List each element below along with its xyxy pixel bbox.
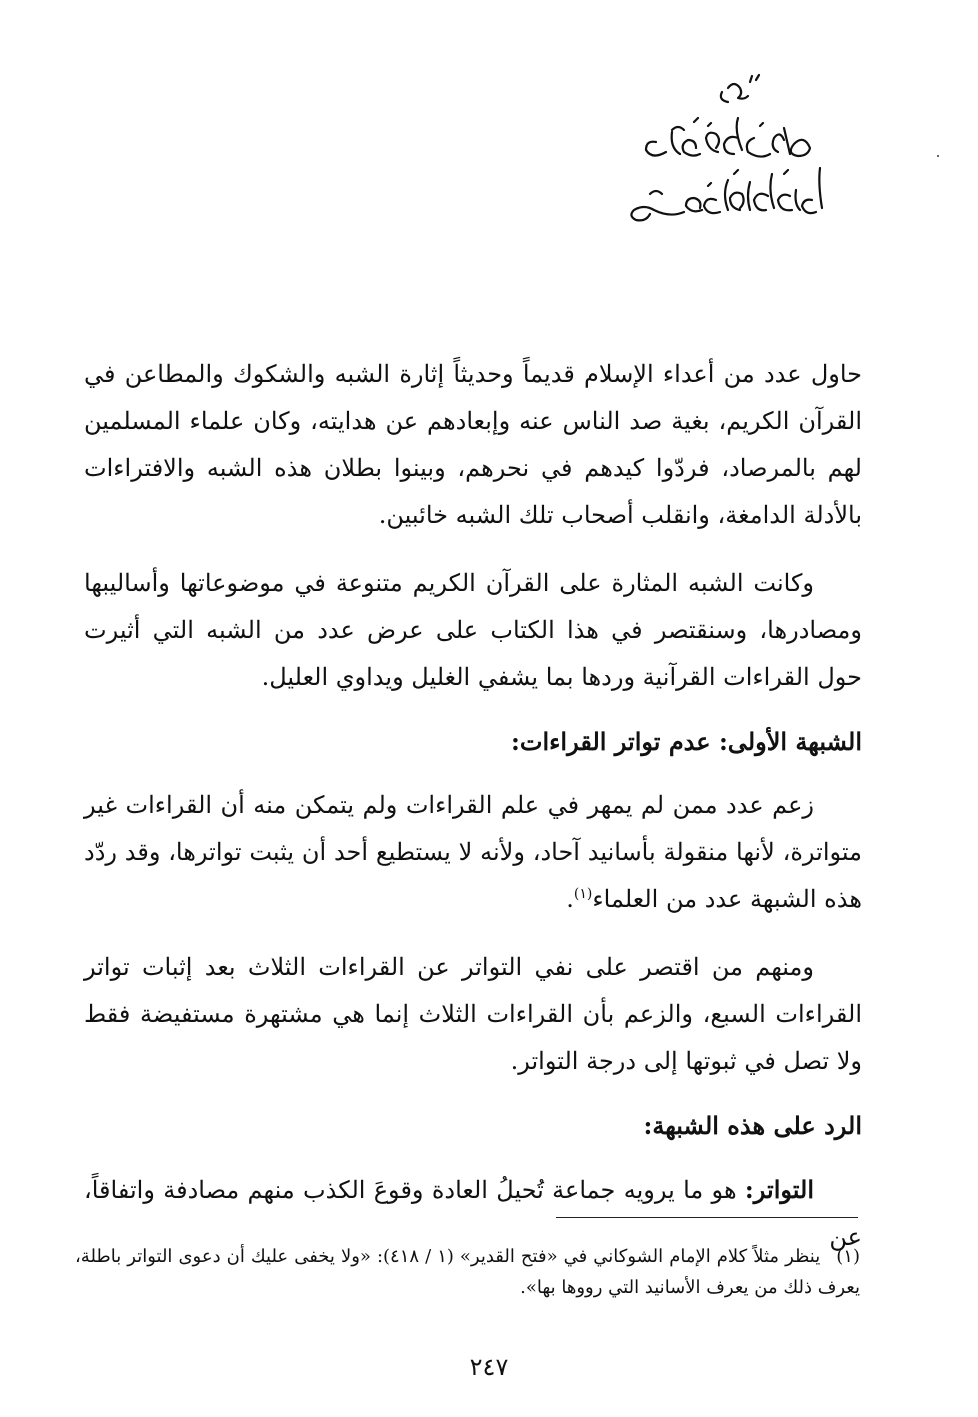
footnote [75, 1241, 860, 1303]
paragraph-claim-end: . [566, 885, 574, 913]
footnote-divider [556, 1217, 858, 1218]
paragraph-claim [84, 782, 862, 923]
paragraph-intro: حاول عدد من أعداء الإسلام قديماً وحديثاً إثارة الشبه والشكوك والمطاعن في القرآن الكريم، بغية صد الناس عنه وإبعادهم عن هدايته، وكان علماء المسلمين لهم بالمرصاد، فردّوا كيدهم في نحرهم، وبينوا بطلان هذه الشبه والافتراءات بالأدلة الدامغة، وانقلب أصحاب تلك الشبه خائبين. [84, 360, 862, 529]
footnote-number: (١) [836, 1246, 860, 1267]
definition-term: التواتر: [744, 1175, 814, 1204]
calligraphy-stamp [610, 70, 860, 240]
paragraph-claim-text: زعم عدد ممن لم يمهر في علم القراءات ولم يتمكن منه أن القراءات غير متواترة، لأنها منقولة بأسانيد آحاد، ولأنه لا يستطيع أحد أن يثبت تواترها، وقد ردّد هذه الشبهة عدد من العلماء [84, 791, 862, 913]
calligraphy-stamp-image [610, 70, 860, 240]
definition-text: هو ما يرويه جماعة تُحيلُ العادة وقوعَ الكذب منهم مصادفة واتفاقاً، عن [84, 1176, 862, 1251]
section-heading-first-doubt: الشبهة الأولى: عدم تواتر القراءات: [511, 727, 862, 756]
footnote-text: ينظر مثلاً كلام الإمام الشوكاني في «فتح القدير» (١ / ٤١٨): «ولا يخفى عليك أن دعوى التواتر باطلة، يعرف ذلك من يعرف الأسانيد التي رووها بها». [75, 1246, 860, 1298]
paragraph-three-readings: ومنهم من اقتصر على نفي التواتر عن القراءات الثلاث بعد إثبات تواتر القراءات السبع، والزعم بأن القراءات الثلاث إنما هي مشتهرة مستفيضة فقط ولا تصل في ثبوتها إلى درجة التواتر. [84, 953, 862, 1075]
page-number: ٢٤٧ [469, 1353, 509, 1381]
section-heading-response: الرد على هذه الشبهة: [643, 1111, 862, 1140]
main-text [84, 351, 862, 1282]
paragraph-variety: وكانت الشبه المثارة على القرآن الكريم متنوعة في موضوعاتها وأساليبها ومصادرها، وسنقتصر في هذا الكتاب على عرض عدد من الشبه التي أثيرت حول القراءات القرآنية وردها بما يشفي الغليل ويداوي العليل. [84, 569, 862, 691]
margin-dot [937, 155, 939, 157]
footnote-marker[interactable]: (١) [573, 886, 593, 902]
